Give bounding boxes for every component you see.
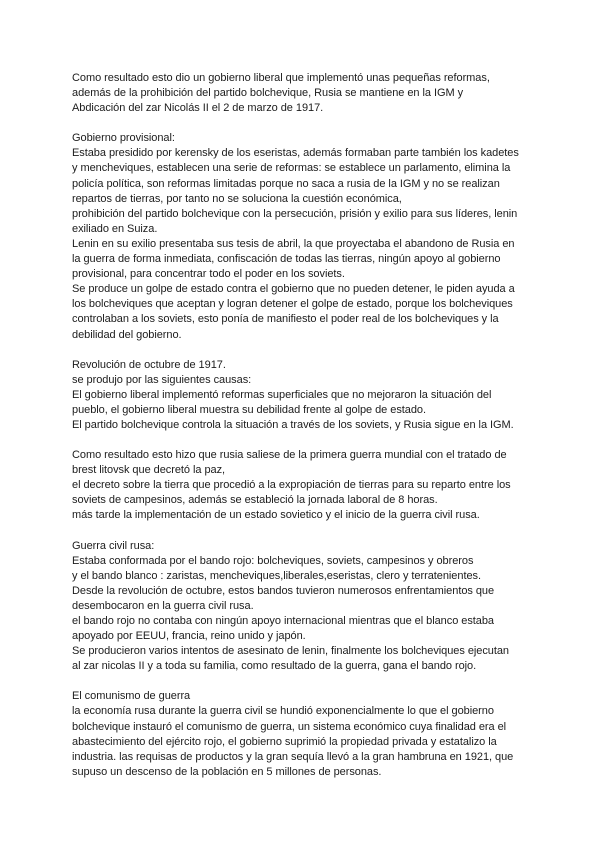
text-line: supuso un descenso de la población en 5 millones de personas. [72, 765, 382, 778]
text-line: Desde la revolución de octubre, estos bandos tuvieron numerosos enfrentamientos que [72, 584, 495, 597]
text-line: Abdicación del zar Nicolás II el 2 de marzo de 1917. [72, 102, 324, 115]
section-heading: Guerra civil rusa: [72, 539, 155, 552]
text-line: provisional, para concentrar todo el poder en los soviets. [72, 268, 345, 281]
text-line: industria. las requisas de productos y la gran sequía llevó a la gran hambruna en 1921, que [72, 750, 514, 763]
text-line: la guerra de forma inmediata, confiscación de todas las tierras, ningún apoyo al gobierno [72, 253, 501, 266]
text-line: y mencheviques, establecen una serie de reformas: se establece un parlamento, elimina la [72, 162, 511, 175]
october-revolution-section [72, 358, 550, 433]
text-line: al zar nicolas II y a toda su familia, como resultado de la guerra, gana el bando rojo. [72, 660, 477, 673]
text-line: y el bando blanco : zaristas, mencheviques,liberales,eseristas, clero y terratenientes. [72, 569, 481, 582]
text-line: policía política, son reformas limitadas porque no saca a rusia de la IGM y no se realizan [72, 177, 500, 190]
text-line: más tarde la implementación de un estado sovietico y el inicio de la guerra civil rusa. [72, 509, 480, 522]
war-communism-section [72, 689, 550, 780]
section-heading: Revolución de octubre de 1917. [72, 358, 226, 371]
text-line: Como resultado esto hizo que rusia saliese de la primera guerra mundial con el tratado de [72, 449, 507, 462]
text-line: se produjo por las siguientes causas: [72, 373, 252, 386]
text-line: El gobierno liberal implementó reformas superficiales que no mejoraron la situación del [72, 388, 492, 401]
text-line: prohibición del partido bolchevique con la persecución, prisión y exilio para sus líderes, lenin [72, 207, 518, 220]
text-line: repartos de tierras, por tanto no se soluciona la cuestión económica, [72, 192, 402, 205]
text-line: Como resultado esto dio un gobierno liberal que implementó unas pequeñas reformas, [72, 72, 490, 84]
provisional-government-section [72, 131, 550, 342]
text-line: pueblo, el gobierno liberal muestra su debilidad frente al golpe de estado. [72, 403, 426, 416]
text-line: el bando rojo no contaba con ningún apoyo internacional mientras que el blanco estaba [72, 615, 495, 627]
text-line: debilidad del gobierno. [72, 328, 182, 341]
text-line: brest litovsk que decretó la paz, [72, 464, 226, 477]
text-line: Se produce un golpe de estado contra el gobierno que no pueden detener, le piden ayuda a [72, 283, 515, 296]
text-line: exiliado en Suiza. [72, 222, 158, 235]
text-line: además de la prohibición del partido bolchevique, Rusia se mantiene en la IGM y [72, 87, 464, 100]
text-line: El partido bolchevique controla la situación a través de los soviets, y Rusia sigue en la IGM. [72, 418, 514, 431]
text-line: la economía rusa durante la guerra civil se hundió exponencialmente lo que el gobierno [72, 705, 494, 718]
text-line: el decreto sobre la tierra que procedió a la expropiación de tierras para su reparto entre los [72, 479, 511, 492]
intro-paragraph [72, 71, 550, 116]
text-line: controlaban a los soviets, esto ponía de manifiesto el poder real de los bolcheviques y la [72, 313, 499, 326]
civil-war-section [72, 539, 550, 675]
text-line: Se producieron varios intentos de asesinato de lenin, finalmente los bolcheviques ejecutan [72, 645, 510, 658]
section-heading: Gobierno provisional: [72, 132, 175, 145]
text-line: apoyado por EEUU, francia, reino unido y japón. [72, 630, 306, 643]
text-line: soviets de campesinos, además se estableció la jornada laboral de 8 horas. [72, 494, 438, 507]
text-line: desembocaron en la guerra civil rusa. [72, 599, 254, 612]
result-paragraph [72, 448, 550, 523]
text-line: bolchevique instauró el comunismo de guerra, un sistema económico cuya finalidad era el [72, 720, 507, 733]
text-line: Estaba conformada por el bando rojo: bolcheviques, soviets, campesinos y obreros [72, 554, 474, 567]
text-line: Estaba presidido por kerensky de los eseristas, además formaban parte también los kadetes [72, 147, 519, 160]
text-line: los bolcheviques que aceptan y logran detener el golpe de estado, porque los bolcheviques [72, 298, 513, 311]
text-line: Lenin en su exilio presentaba sus tesis de abril, la que proyectaba el abandono de Rusia en [72, 237, 515, 250]
text-line: abastecimiento del ejército rojo, el gobierno suprimió la propiedad privada y estatalizo la [72, 735, 497, 748]
section-heading: El comunismo de guerra [72, 690, 191, 703]
